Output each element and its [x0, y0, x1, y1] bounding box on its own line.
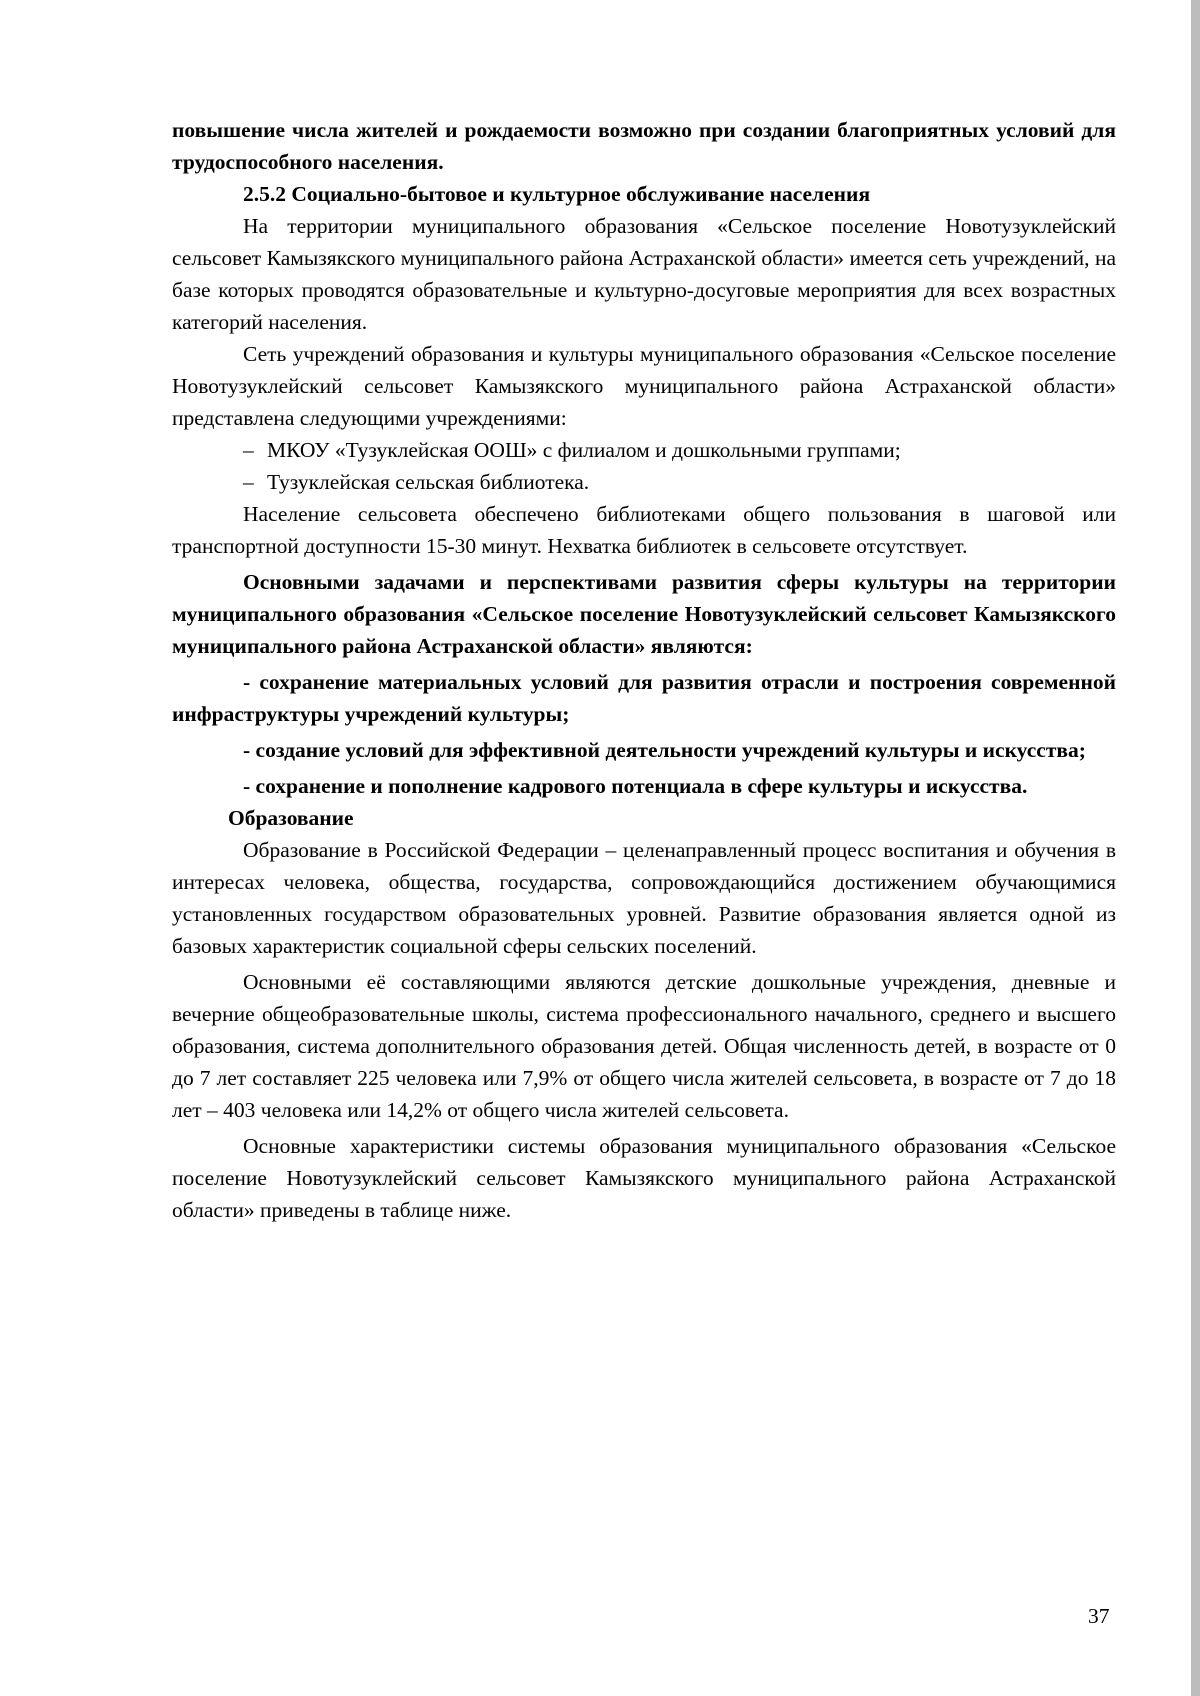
- paragraph-education-table-intro: Основные характеристики системы образования муниципального образования «Сельское поселение Новотузуклейский сельсовет Камызякского муниципального района Астраханской области» приведены в таблице ниже.: [172, 1134, 1116, 1222]
- paragraph-institutions-list-intro: Сеть учреждений образования и культуры муниципального образования «Сельское поселение Новотузуклейский сельсовет Камызякского муниципального района Астраханской области» представлена следующими учреждениями:: [172, 342, 1116, 430]
- viewer-background: [1191, 0, 1200, 1696]
- bullet-dash: –: [243, 470, 254, 494]
- list-item-bold: [172, 770, 1116, 802]
- paragraph-culture-goals: Основными задачами и перспективами развития сферы культуры на территории муниципального образования «Сельское поселение Новотузуклейский сельсовет Камызякского муниципального района Астраханской области» являются:: [172, 570, 1116, 658]
- paragraph-education-definition: Образование в Российской Федерации – целенаправленный процесс воспитания и обучения в интересах человека, общества, государства, сопровождающийся достижением обучающимися установленных государством образовательных уровней. Развитие образования является одной из базовых характеристик социальной сферы сельских поселений.: [172, 838, 1116, 958]
- paragraph-education-components: Основными её составляющими являются детские дошкольные учреждения, дневные и вечерние общеобразовательные школы, система профессионального начального, среднего и высшего образования, система дополнительного образования детей. Общая численность детей, в возрасте от 0 до 7 лет составляет 225 человека или 7,9% от общего числа жителей сельсовета, в возрасте от 7 до 18 лет – 403 человека или 14,2% от общего числа жителей сельсовета.: [172, 970, 1116, 1122]
- subheading-education: Образование: [228, 806, 354, 830]
- bullet-dash: -: [243, 670, 251, 694]
- bullet-dash: -: [243, 774, 251, 798]
- list-item-text: сохранение и пополнение кадрового потенциала в сфере культуры и искусства.: [255, 774, 1028, 798]
- list-item-text: создание условий для эффективной деятельности учреждений культуры и искусства;: [255, 738, 1086, 762]
- page-content: [172, 114, 1116, 1226]
- list-item-bold: [172, 734, 1116, 766]
- list-item: [172, 434, 1116, 466]
- list-item-bold: [172, 666, 1116, 730]
- list-item-text: сохранение материальных условий для развития отрасли и построения современной инфраструктуры учреждений культуры;: [172, 670, 1117, 726]
- paragraph-institutions-network: На территории муниципального образования «Сельское поселение Новотузуклейский сельсовет Камызякского муниципального района Астраханской области» имеется сеть учреждений, на базе которых проводятся образовательные и культурно-досуговые мероприятия для всех возрастных категорий населения.: [172, 214, 1116, 334]
- bullet-dash: -: [243, 738, 251, 762]
- bullet-dash: –: [243, 438, 254, 462]
- page-number: 37: [1088, 1604, 1110, 1628]
- list-item-text: Тузуклейская сельская библиотека.: [267, 470, 590, 494]
- paragraph-libraries: Население сельсовета обеспечено библиотеками общего пользования в шаговой или транспортной доступности 15-30 минут. Нехватка библиотек в сельсовете отсутствует.: [172, 502, 1116, 558]
- list-item-text: МКОУ «Тузуклейская ООШ» с филиалом и дошкольными группами;: [267, 438, 901, 462]
- list-item: [172, 466, 1116, 498]
- section-heading: 2.5.2 Социально-бытовое и культурное обслуживание населения: [243, 182, 871, 206]
- paragraph-population-conclusion: повышение числа жителей и рождаемости возможно при создании благоприятных условий для трудоспособного населения.: [172, 118, 1116, 174]
